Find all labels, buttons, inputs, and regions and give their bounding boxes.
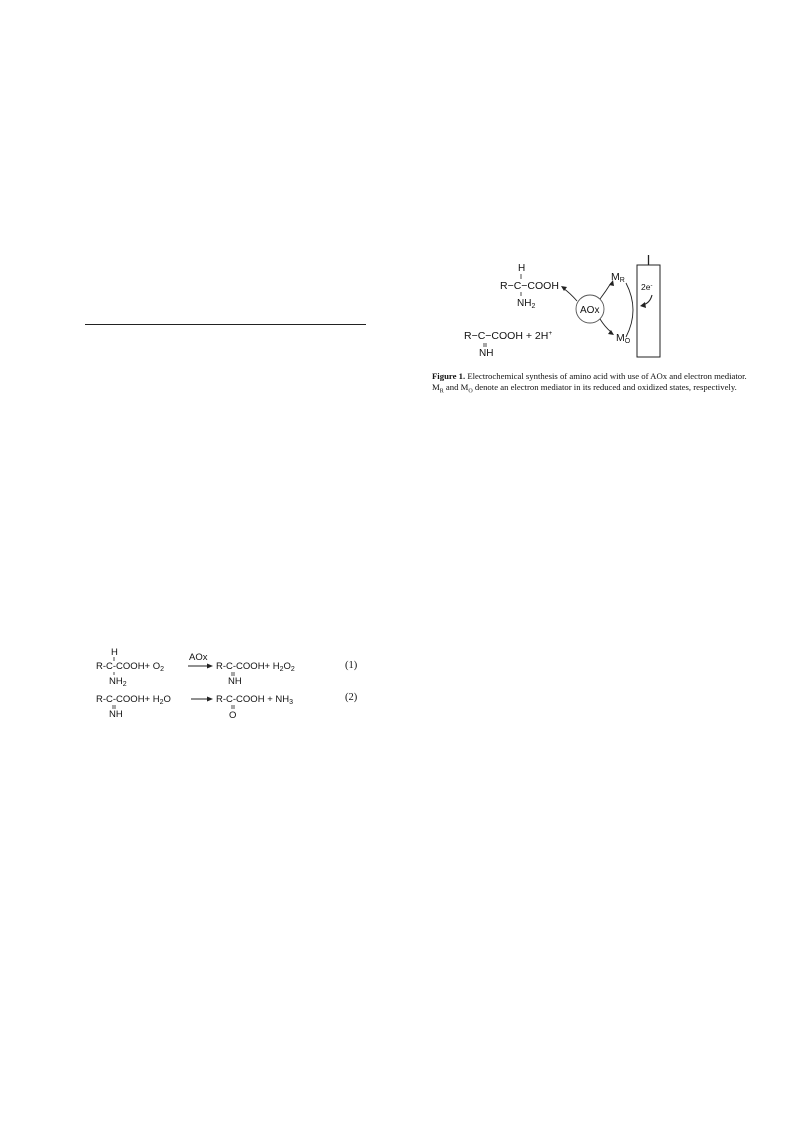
product-chain: R−C−COOH + 2H+ [464,330,553,342]
electron-arrowhead [640,302,646,308]
eq1-number: (1) [345,660,358,671]
arrow-to-reactant [563,288,577,301]
caption-sub-o: O [468,389,473,396]
eq1-arrowhead [207,664,213,669]
eq2-product: R-C-COOH + $NH_3$ [216,694,294,706]
eq1-catalyst: AOx [189,652,208,663]
reactant-h: H [518,263,526,274]
electron-label: 2e- [641,282,653,292]
caption-sub-r: R [439,389,444,396]
figure-1-scheme [430,255,750,365]
eq1-h: H [111,647,118,658]
eq2-product-o: O [229,710,237,721]
eq1-product: R-C-COOH+ $H_2O_2$ [216,661,295,673]
eq2-number: (2) [345,692,358,703]
electron-arc [626,283,633,337]
reactant-chain: R−C−COOH [500,280,559,292]
column-rule [85,324,366,325]
eq1-product-nh: NH [228,676,242,687]
caption-label: Figure 1. [432,371,466,381]
eq1-reactant-nh2: $NH_2$ [109,676,127,688]
enzyme-label: AOx [580,305,600,316]
arrow-from-mr [600,283,611,299]
eq2-reactant: R-C-COOH+ $H_2O$ [96,694,171,706]
mediator-reduced: MR [611,271,625,284]
arrowhead-mo [608,330,614,335]
figure-1-caption [432,371,750,398]
mediator-oxidized: MO [616,332,631,345]
caption-end: denote an electron mediator in its reduced and oxidized states, respectively. [472,382,737,393]
caption-text: Electrochemical synthesis of amino acid with use of AOx and electron mediator. M [432,371,747,393]
reactant-nh2: $NH_2$ [517,298,536,310]
electrode [637,265,660,357]
eq1-reactant: R-C-COOH+ $O_2$ [96,661,165,673]
arrow-to-mo [600,319,611,332]
product-nh: NH [479,348,494,359]
equations [92,644,372,730]
eq2-arrowhead [207,697,213,702]
caption-mid: and M [443,382,469,393]
eq2-reactant-nh: NH [109,709,123,720]
